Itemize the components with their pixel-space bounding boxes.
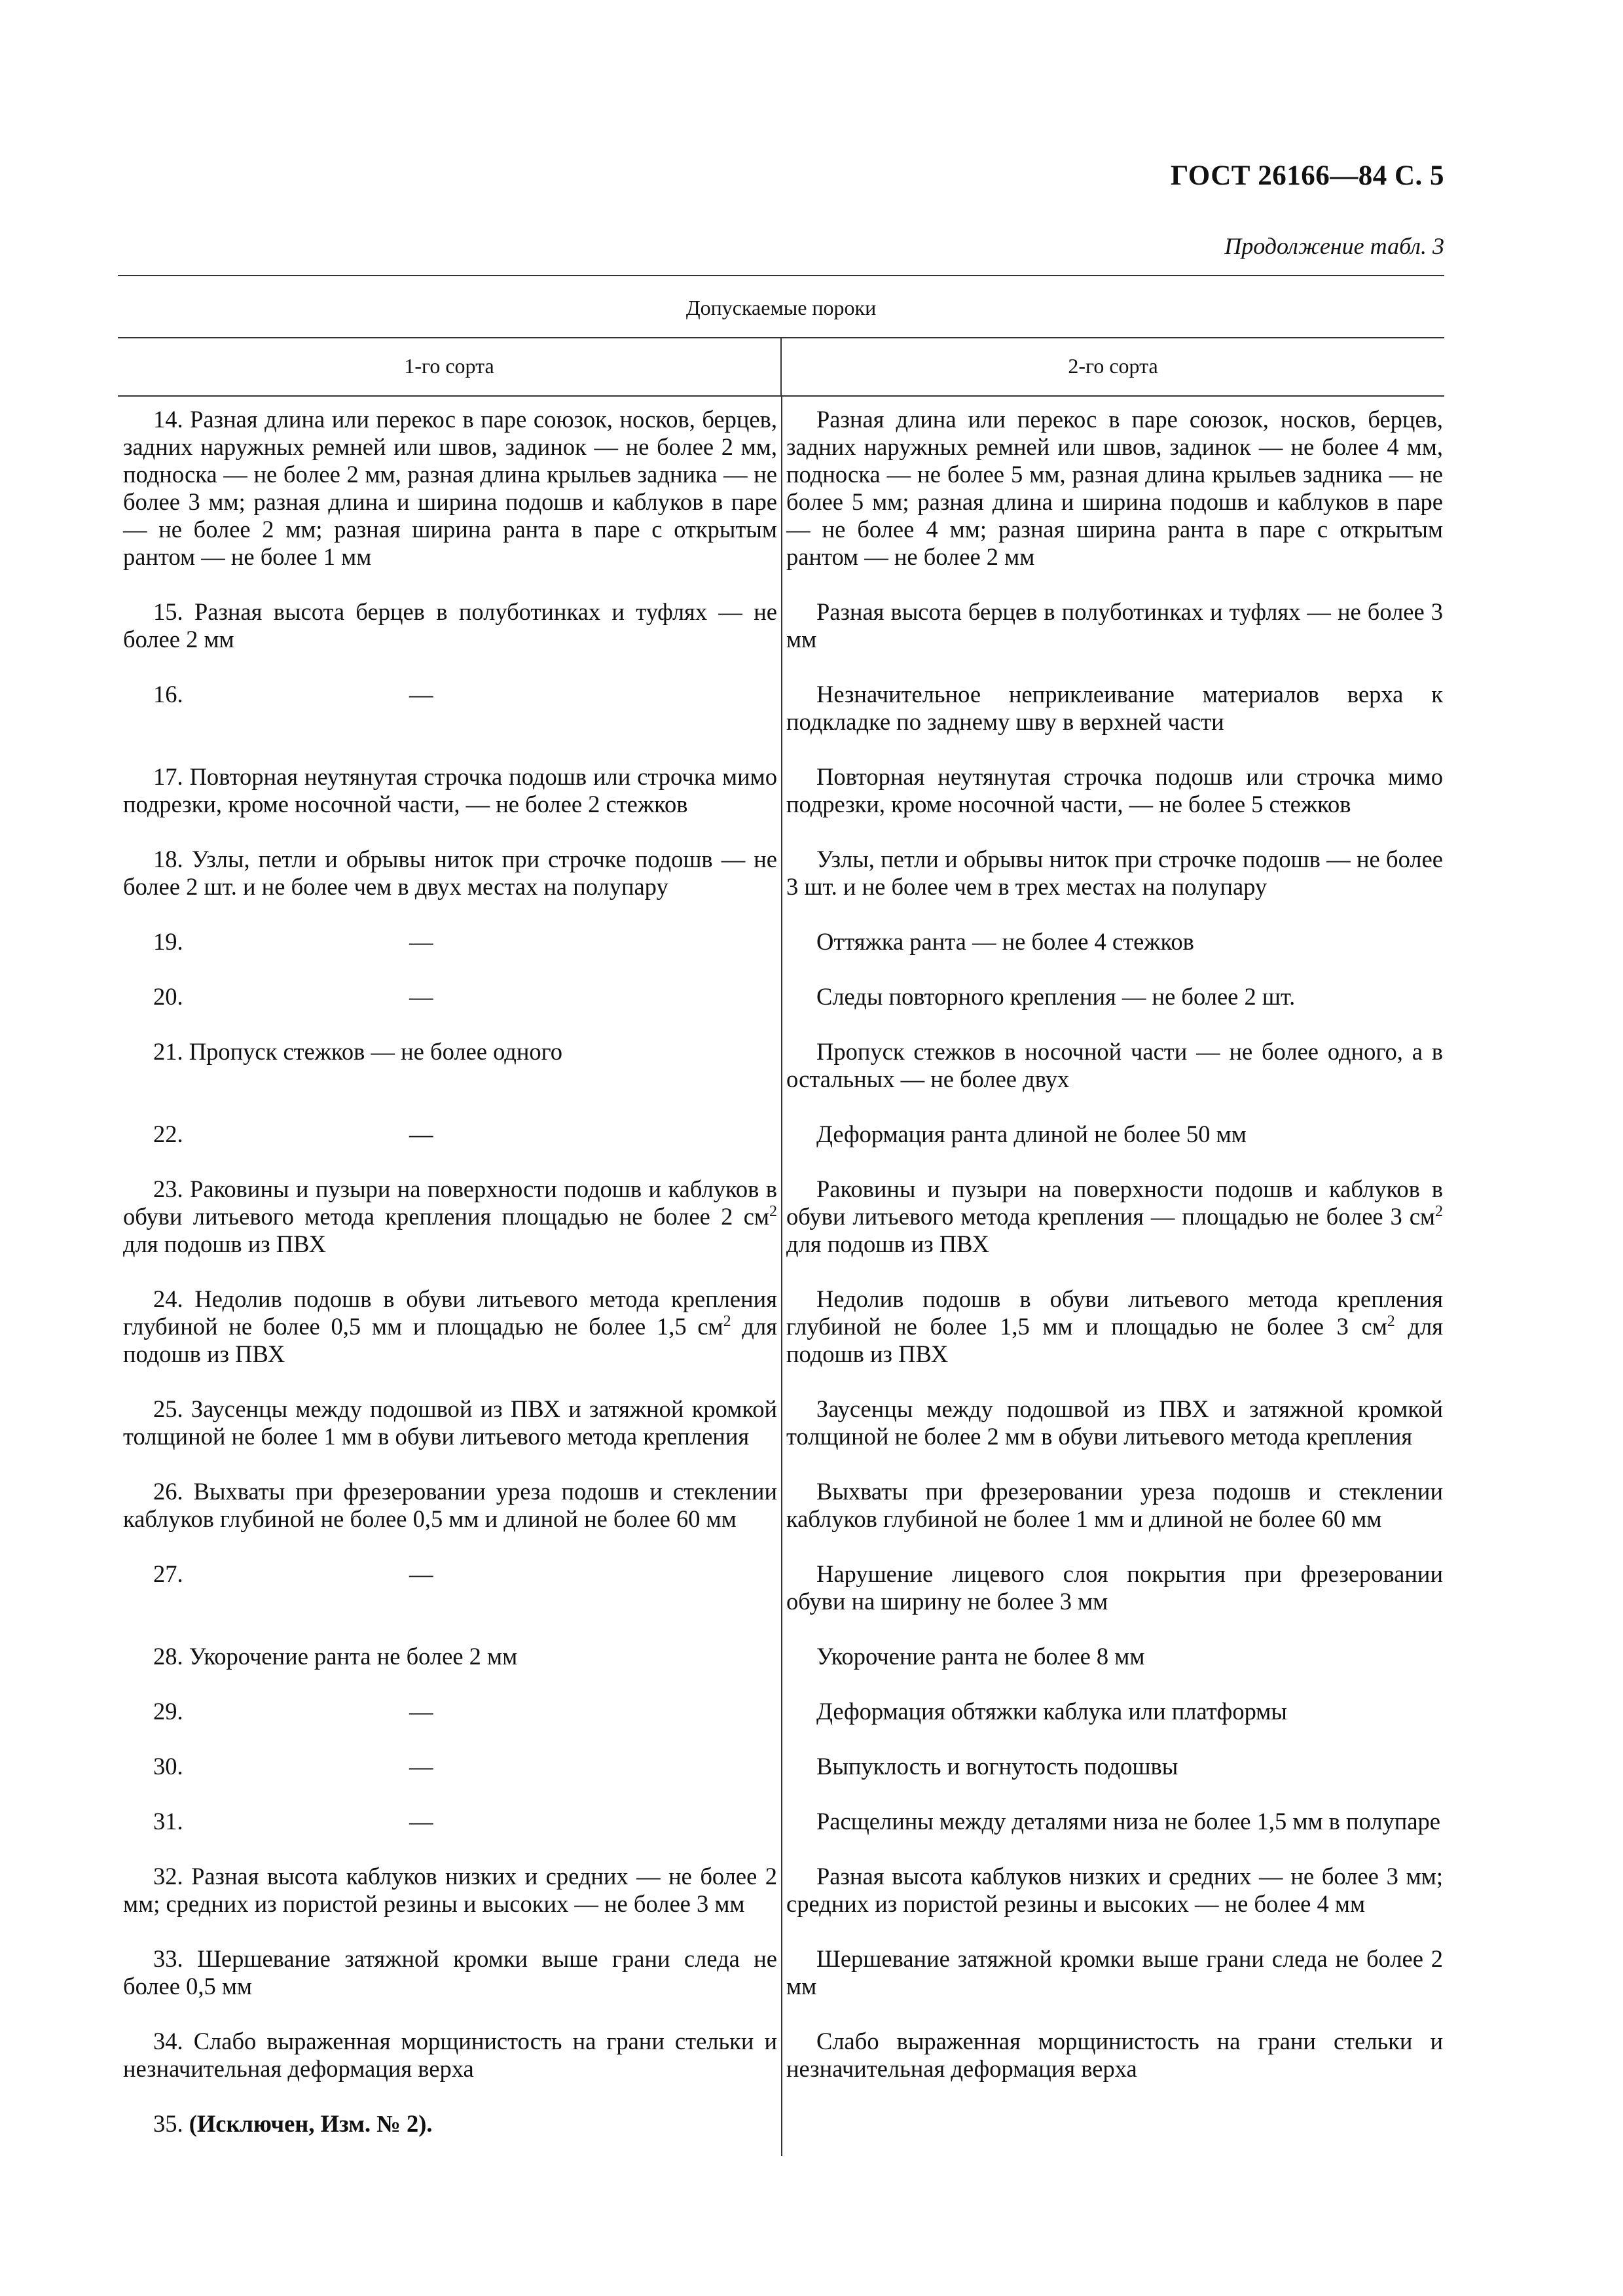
dash: — <box>409 1808 433 1835</box>
dash: — <box>409 1121 433 1147</box>
row-35-grade2 <box>781 2101 1444 2156</box>
row-29-grade1 <box>118 1689 781 1744</box>
row-number: 23. <box>153 1175 183 1202</box>
dash: — <box>409 1698 433 1725</box>
cell-text: Раковины и пузыри на поверхности подошв и каблуков в обуви литьевого метода крепления — площадью не более 3 см <box>786 1175 1443 1230</box>
row-21-grade2 <box>781 1029 1444 1111</box>
superscript: 2 <box>769 1202 777 1220</box>
row-34-grade2 <box>781 2018 1444 2101</box>
row-25-grade2 <box>781 1386 1444 1469</box>
table-row <box>118 1854 1444 1936</box>
cell-text: Выхваты при фрезеровании уреза подошв и стеклении каблуков глубиной не более 0,5 мм и длиной не более 60 мм <box>123 1478 777 1532</box>
row-35-grade1 <box>118 2101 781 2156</box>
row-30-grade2 <box>781 1744 1444 1799</box>
cell-text: Пропуск стежков — не более одного <box>189 1038 562 1065</box>
table-row <box>118 672 1444 754</box>
table-row <box>118 1276 1444 1386</box>
dash: — <box>409 1560 433 1587</box>
page-header: ГОСТ 26166—84 С. 5 <box>1170 160 1444 191</box>
table-row <box>118 589 1444 672</box>
cell-text: Недолив подошв в обуви литьевого метода крепления глубиной не более 0,5 мм и площадью не более 1,5 см <box>123 1285 777 1340</box>
row-24-grade1 <box>118 1276 781 1386</box>
row-number: 32. <box>153 1863 183 1890</box>
row-32-grade1 <box>118 1854 781 1936</box>
dash: — <box>409 1753 433 1780</box>
row-14-grade1 <box>118 397 781 589</box>
superscript: 2 <box>1435 1202 1443 1220</box>
row-15-grade2 <box>781 589 1444 672</box>
table-row <box>118 754 1444 836</box>
cell-text: для подошв из ПВХ <box>123 1230 326 1257</box>
row-17-grade2 <box>781 754 1444 836</box>
cell-text: Разная высота берцев в полуботинках и туфлях — не более 2 мм <box>123 598 778 653</box>
dash: — <box>409 928 433 955</box>
cell-text: Заусенцы между подошвой из ПВХ и затяжной кромкой толщиной не более 2 мм в обуви литьевого метода крепления <box>786 1395 1443 1450</box>
table-row <box>118 1029 1444 1111</box>
row-number: 22. <box>153 1121 183 1147</box>
superscript: 2 <box>723 1312 731 1330</box>
row-18-grade1 <box>118 836 781 919</box>
cell-text: Укорочение ранта не более 2 мм <box>189 1643 518 1670</box>
cell-text: Узлы, петли и обрывы ниток при строчке подошв — не более 2 шт. и не более чем в двух местах на полупару <box>123 846 777 900</box>
row-23-grade2 <box>781 1166 1444 1276</box>
cell-text: (Исключен, Изм. № 2). <box>189 2110 433 2137</box>
cell-text: для подошв из ПВХ <box>123 1313 777 1367</box>
row-30-grade1 <box>118 1744 781 1799</box>
cell-text: Повторная неутянутая строчка подошв или строчка мимо подрезки, кроме носочной части, — не более 5 стежков <box>786 763 1443 817</box>
cell-text: Повторная неутянутая строчка подошв или строчка мимо подрезки, кроме носочной части, — не более 2 стежков <box>123 763 777 817</box>
cell-text: Заусенцы между подошвой из ПВХ и затяжной кромкой толщиной не более 1 мм в обуви литьевого метода крепления <box>123 1395 777 1450</box>
table-row <box>118 974 1444 1029</box>
row-33-grade2 <box>781 1936 1444 2018</box>
cell-text: Шершевание затяжной кромки выше грани следа не более 0,5 мм <box>123 1945 778 2000</box>
table-row <box>118 1799 1444 1854</box>
row-17-grade1 <box>118 754 781 836</box>
row-20-grade1 <box>118 974 781 1029</box>
superscript: 2 <box>1387 1312 1395 1330</box>
dash: — <box>409 983 433 1010</box>
cell-text: Деформация ранта длиной не более 50 мм <box>816 1121 1247 1147</box>
table-row <box>118 2101 1444 2156</box>
row-number: 17. <box>153 763 183 790</box>
table-row <box>118 1166 1444 1276</box>
defects-table <box>118 275 1444 2156</box>
row-19-grade1 <box>118 919 781 974</box>
row-number: 28. <box>153 1643 183 1670</box>
cell-text: Разная высота каблуков низких и средних — не более 3 мм; средних из пористой резины и высоких — не более 4 мм <box>786 1863 1443 1917</box>
row-31-grade1 <box>118 1799 781 1854</box>
row-number: 14. <box>153 406 183 433</box>
cell-text: Выпуклость и вогнутость подошвы <box>816 1753 1178 1780</box>
row-26-grade1 <box>118 1469 781 1551</box>
cell-text: Разная длина или перекос в паре союзок, носков, берцев, задних наружных ремней или швов, задинок — не более 2 мм, подноска — не более 2 мм, разная длина крыльев задника — не более 3 мм; разная длина и ширина подошв и каблуков в паре — не более 2 мм; разная ширина ранта в паре с открытым рантом — не более 1 мм <box>123 406 777 570</box>
row-28-grade2 <box>781 1634 1444 1689</box>
table-row <box>118 836 1444 919</box>
table-row <box>118 919 1444 974</box>
row-33-grade1 <box>118 1936 781 2018</box>
row-number: 30. <box>153 1753 183 1780</box>
row-18-grade2 <box>781 836 1444 919</box>
cell-text: Разная длина или перекос в паре союзок, носков, берцев, задних наружных ремней или швов, задинок — не более 4 мм, подноска — не более 5 мм, разная длина крыльев задника — не более 5 мм; разная длина и ширина подошв и каблуков в паре — не более 4 мм; разная ширина ранта в паре с открытым рантом — не более 2 мм <box>786 406 1443 570</box>
cell-text: Выхваты при фрезеровании уреза подошв и стеклении каблуков глубиной не более 1 мм и длиной не более 60 мм <box>786 1478 1443 1532</box>
table-row <box>118 1386 1444 1469</box>
cell-text: Шершевание затяжной кромки выше грани следа не более 2 мм <box>786 1945 1443 2000</box>
cell-text: для подошв из ПВХ <box>786 1230 989 1257</box>
cell-text: Укорочение ранта не более 8 мм <box>816 1643 1145 1670</box>
table-continuation-label: Продолжение табл. 3 <box>1224 233 1444 259</box>
row-16-grade2 <box>781 672 1444 754</box>
table-row <box>118 2018 1444 2101</box>
row-number: 19. <box>153 928 183 955</box>
row-32-grade2 <box>781 1854 1444 1936</box>
row-number: 31. <box>153 1808 183 1835</box>
cell-text: Слабо выраженная морщинистость на грани стельки и незначительная деформация верха <box>123 2028 777 2082</box>
row-24-grade2 <box>781 1276 1444 1386</box>
row-number: 33. <box>153 1945 183 1972</box>
row-number: 20. <box>153 983 183 1010</box>
row-31-grade2 <box>781 1799 1444 1854</box>
row-21-grade1 <box>118 1029 781 1111</box>
col2-header: 2-го сорта <box>1068 354 1158 378</box>
row-34-grade1 <box>118 2018 781 2101</box>
cell-text: Незначительное неприклеивание материалов верха к подкладке по заднему шву в верхней части <box>786 681 1443 735</box>
dash: — <box>409 681 433 708</box>
group-header: Допускаемые пороки <box>685 296 877 319</box>
cell-text: для подошв из ПВХ <box>786 1313 1443 1367</box>
row-number: 27. <box>153 1560 183 1587</box>
row-number: 24. <box>153 1285 183 1312</box>
row-23-grade1 <box>118 1166 781 1276</box>
table-row <box>118 397 1444 589</box>
row-22-grade1 <box>118 1111 781 1166</box>
table-row <box>118 1689 1444 1744</box>
cell-text: Разная высота берцев в полуботинках и туфлях — не более 3 мм <box>786 598 1443 653</box>
cell-text: Пропуск стежков в носочной части — не более одного, а в остальных — не более двух <box>786 1038 1443 1092</box>
cell-text: Разная высота каблуков низких и средних — не более 2 мм; средних из пористой резины и высоких — не более 3 мм <box>123 1863 778 1917</box>
col1-header: 1-го сорта <box>118 338 782 395</box>
row-number: 35. <box>153 2110 183 2137</box>
row-27-grade1 <box>118 1551 781 1634</box>
row-number: 16. <box>153 681 183 708</box>
cell-text: Раковины и пузыри на поверхности подошв и каблуков в обуви литьевого метода крепления площадью не более 2 см <box>123 1175 778 1230</box>
cell-text: Деформация обтяжки каблука или платформы <box>816 1698 1287 1725</box>
cell-text: Следы повторного крепления — не более 2 шт. <box>816 983 1296 1010</box>
table-row <box>118 1744 1444 1799</box>
row-number: 18. <box>153 846 183 872</box>
row-25-grade1 <box>118 1386 781 1469</box>
row-29-grade2 <box>781 1689 1444 1744</box>
cell-text: Нарушение лицевого слоя покрытия при фрезеровании обуви на ширину не более 3 мм <box>786 1560 1443 1615</box>
table-row <box>118 1936 1444 2018</box>
table-row <box>118 1111 1444 1166</box>
row-16-grade1 <box>118 672 781 754</box>
cell-text: Расщелины между деталями низа не более 1,5 мм в полупаре <box>816 1808 1440 1835</box>
row-number: 15. <box>153 598 183 625</box>
row-26-grade2 <box>781 1469 1444 1551</box>
cell-text: Недолив подошв в обуви литьевого метода крепления глубиной не более 1,5 мм и площадью не более 3 см <box>786 1285 1443 1340</box>
row-27-grade2 <box>781 1551 1444 1634</box>
row-14-grade2 <box>781 397 1444 589</box>
cell-text: Оттяжка ранта — не более 4 стежков <box>816 928 1194 955</box>
row-number: 25. <box>153 1395 183 1422</box>
row-number: 21. <box>153 1038 183 1065</box>
row-20-grade2 <box>781 974 1444 1029</box>
row-number: 26. <box>153 1478 183 1505</box>
row-22-grade2 <box>781 1111 1444 1166</box>
row-19-grade2 <box>781 919 1444 974</box>
cell-text: Узлы, петли и обрывы ниток при строчке подошв — не более 3 шт. и не более чем в трех местах на полупару <box>786 846 1443 900</box>
table-row <box>118 1634 1444 1689</box>
row-28-grade1 <box>118 1634 781 1689</box>
row-number: 34. <box>153 2028 183 2054</box>
table-body <box>118 397 1444 2156</box>
row-number: 29. <box>153 1698 183 1725</box>
column-headers <box>118 338 1444 395</box>
cell-text: Слабо выраженная морщинистость на грани стельки и незначительная деформация верха <box>786 2028 1443 2082</box>
table-row <box>118 1551 1444 1634</box>
table-row <box>118 1469 1444 1551</box>
row-15-grade1 <box>118 589 781 672</box>
